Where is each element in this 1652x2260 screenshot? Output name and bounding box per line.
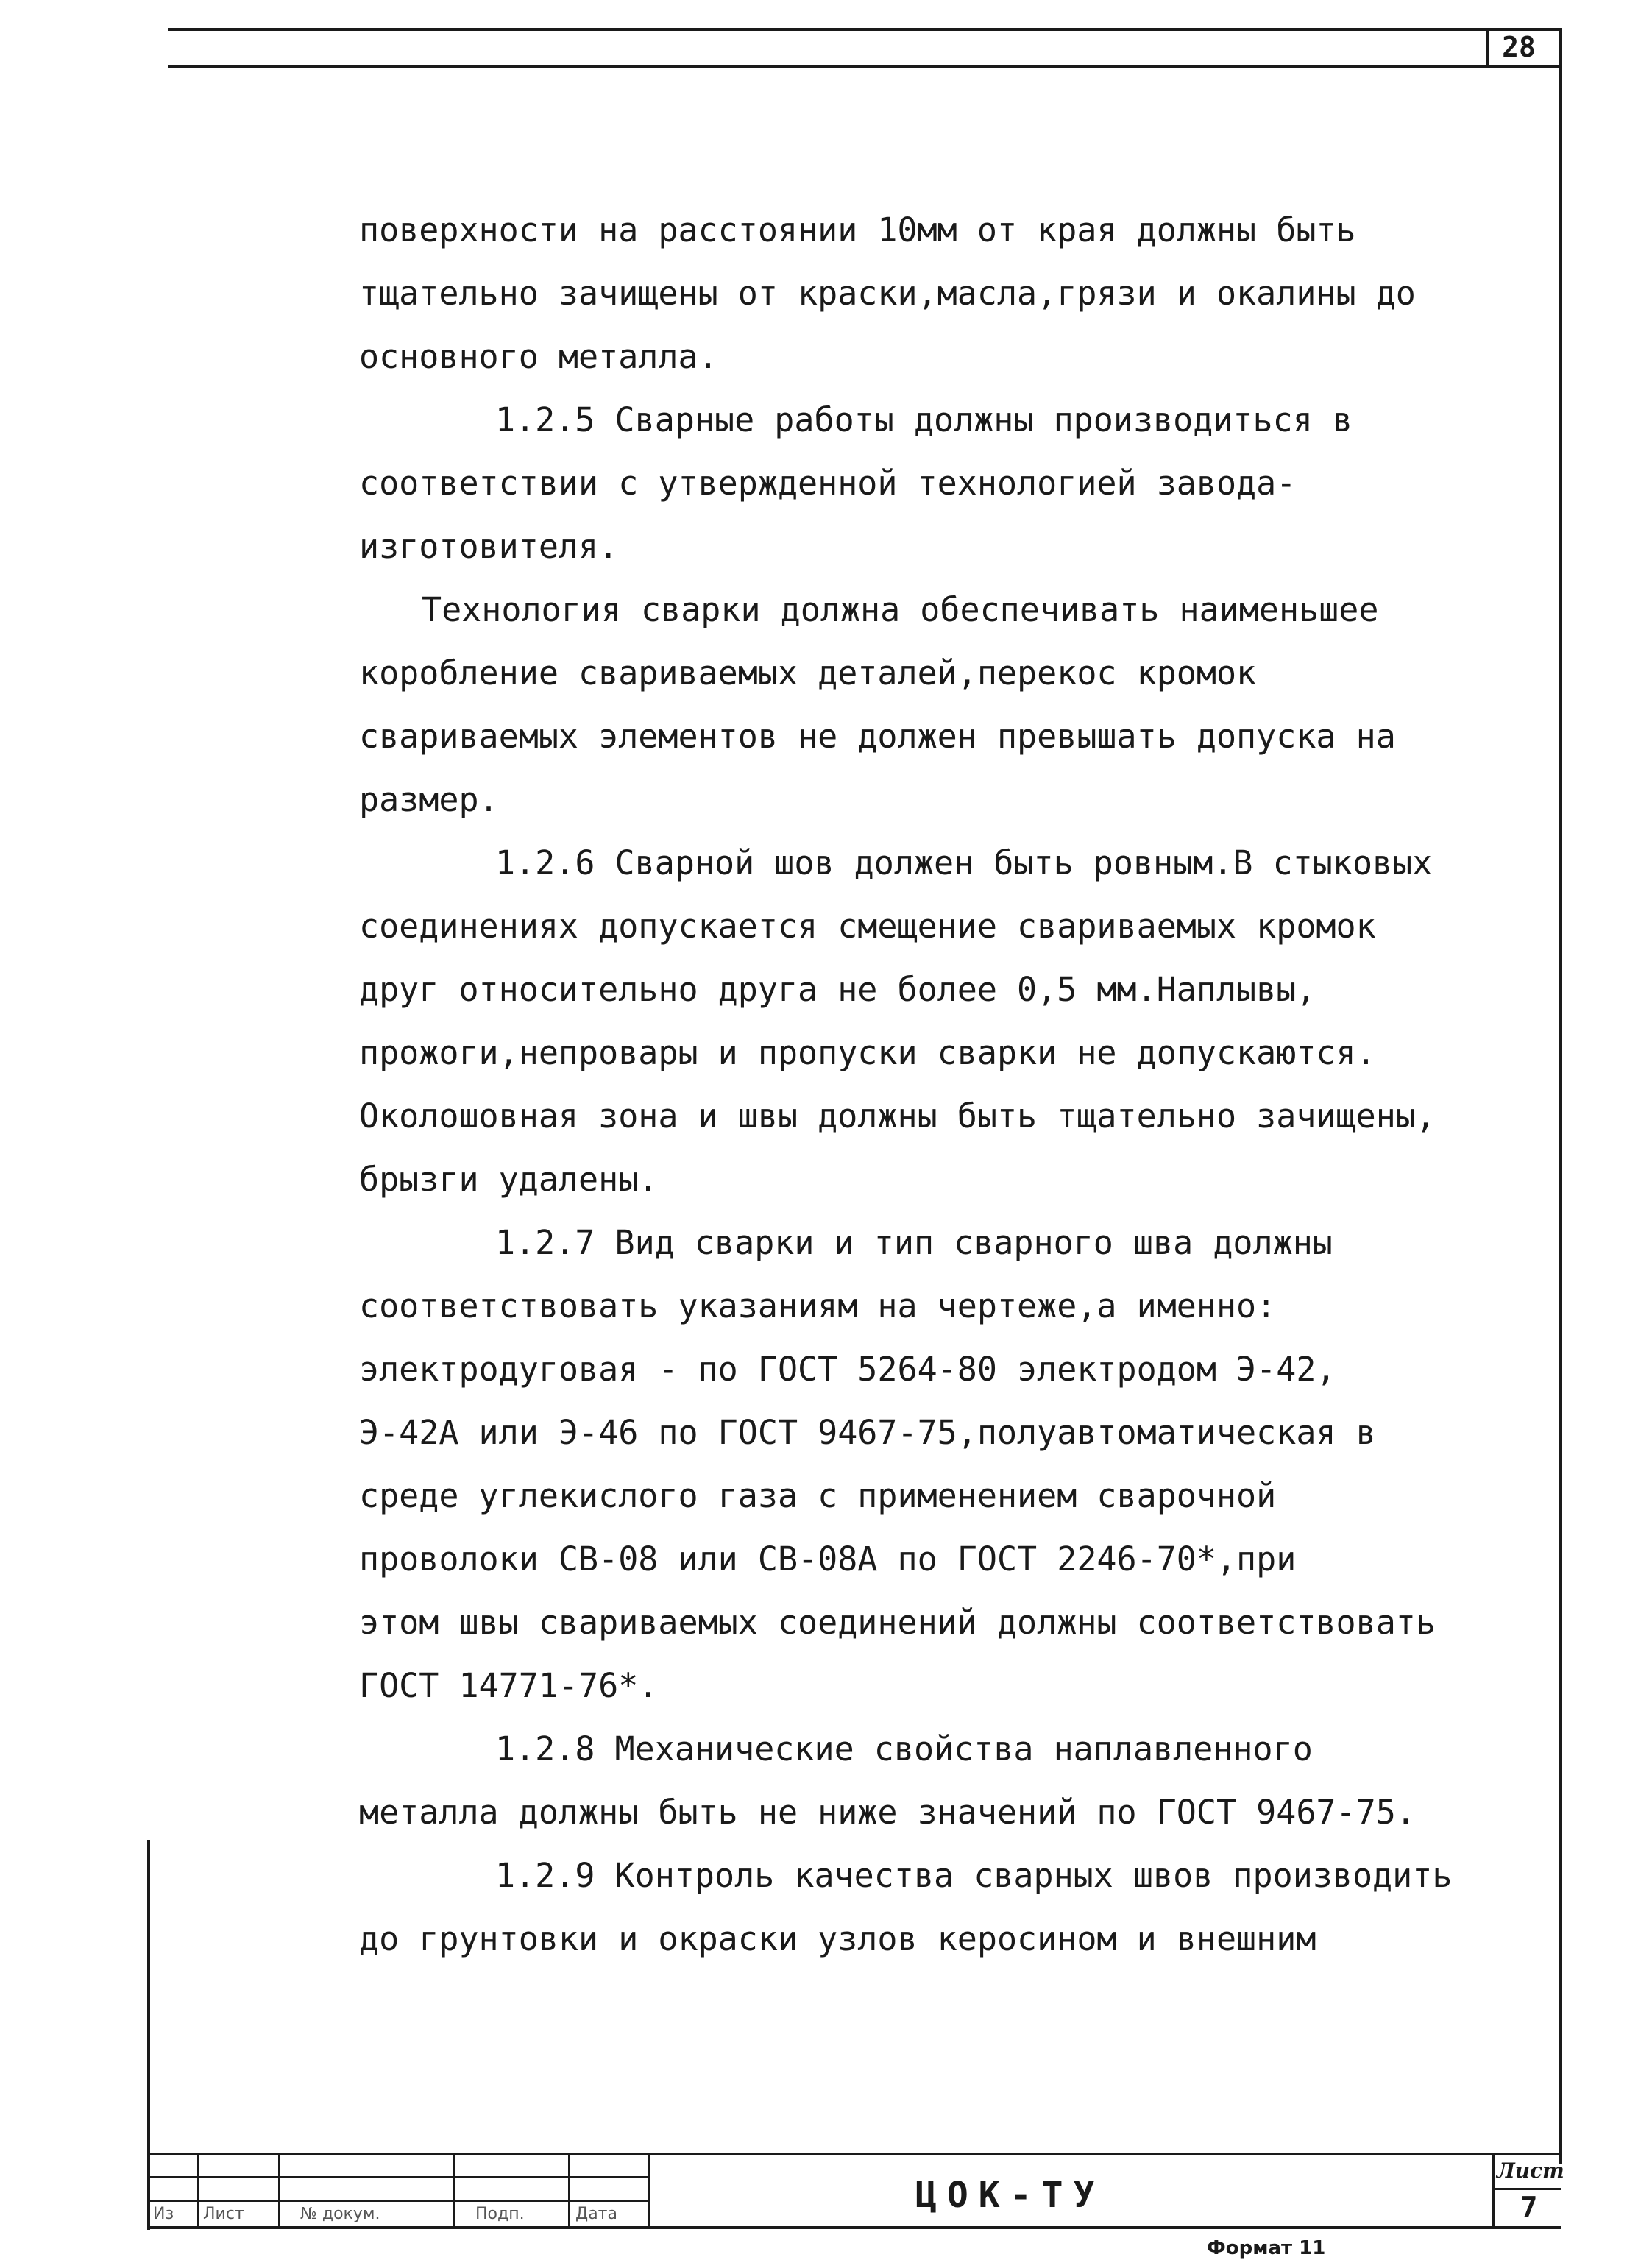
text-line: соответствовать указаниям на чертеже,а именно:: [359, 1286, 1277, 1325]
col-sign: [453, 2153, 570, 2226]
col-label: № докум.: [300, 2205, 380, 2223]
text-line: среде углекислого газа с применением сварочной: [359, 1476, 1277, 1515]
text-line: Э-42А или Э-46 по ГОСТ 9467-75,полуавтоматическая в: [359, 1413, 1376, 1452]
top-border-line: [168, 28, 1562, 31]
text-line: друг относительно друга не более 0,5 мм.Наплывы,: [359, 970, 1316, 1009]
col-doc: [278, 2153, 455, 2226]
text-line: Околошовная зона и швы должны быть тщательно зачищены,: [359, 1097, 1436, 1136]
text-line: ГОСТ 14771-76*.: [359, 1666, 659, 1705]
format-label: Формат 11: [1207, 2237, 1326, 2259]
text-line: изготовителя.: [359, 527, 619, 566]
text-line: Технология сварки должна обеспечивать наименьшее: [422, 590, 1379, 629]
header-border-line: [168, 65, 1562, 68]
clause-1-2-5: 1.2.5 Сварные работы должны производиться в: [495, 400, 1353, 439]
text-line: коробление свариваемых деталей,перекос кромок: [359, 653, 1257, 692]
text-line: проволоки СВ-08 или СВ-08А по ГОСТ 2246-70*,при: [359, 1540, 1297, 1579]
col-list: [197, 2153, 280, 2226]
text-line: поверхности на расстоянии 10мм от края должны быть: [359, 210, 1356, 249]
clause-1-2-8: 1.2.8 Механические свойства наплавленного: [495, 1729, 1313, 1768]
clause-1-2-9: 1.2.9 Контроль качества сварных швов производить: [495, 1856, 1453, 1895]
text-line: металла должны быть не ниже значений по ГОСТ 9467-75.: [359, 1793, 1416, 1832]
document-code: ЦОК-ТУ: [915, 2175, 1105, 2216]
text-line: соответствии с утвержденной технологией завода-: [359, 464, 1297, 503]
text-line: брызги удалены.: [359, 1160, 659, 1199]
text-line: этом швы свариваемых соединений должны соответствовать: [359, 1603, 1436, 1642]
document-body: [359, 199, 1478, 1971]
col-label: Из: [153, 2205, 174, 2223]
clause-1-2-7: 1.2.7 Вид сварки и тип сварного шва должны: [495, 1223, 1333, 1262]
text-line: электродуговая - по ГОСТ 5264-80 электродом Э-42,: [359, 1350, 1336, 1389]
text-line: прожоги,непровары и пропуски сварки не допускаются.: [359, 1033, 1376, 1072]
page-number: 28: [1486, 29, 1549, 65]
col-label: Лист: [203, 2205, 244, 2223]
text-line: тщательно зачищены от краски,масла,грязи и окалины до: [359, 274, 1416, 313]
col-label: Подп.: [475, 2205, 525, 2223]
title-block: [150, 2153, 1564, 2226]
sheet-row-line: [1492, 2188, 1561, 2190]
text-line: соединениях допускается смещение свариваемых кромок: [359, 907, 1376, 946]
sheet-label: Лист: [1497, 2158, 1564, 2183]
text-line: размер.: [359, 780, 499, 819]
clause-1-2-6: 1.2.6 Сварной шов должен быть ровным.В стыковых: [495, 843, 1433, 882]
col-izm: [150, 2153, 199, 2226]
title-block-bottom-line: [147, 2226, 1561, 2229]
text-line: основного металла.: [359, 337, 718, 376]
sheet-number: 7: [1520, 2191, 1538, 2223]
text-line: до грунтовки и окраски узлов керосином и внешним: [359, 1919, 1316, 1958]
text-line: свариваемых элементов не должен превышать допуска на: [359, 717, 1396, 756]
right-border-line: [1559, 29, 1562, 2164]
col-date: [568, 2153, 650, 2226]
col-label: Дата: [575, 2205, 617, 2223]
